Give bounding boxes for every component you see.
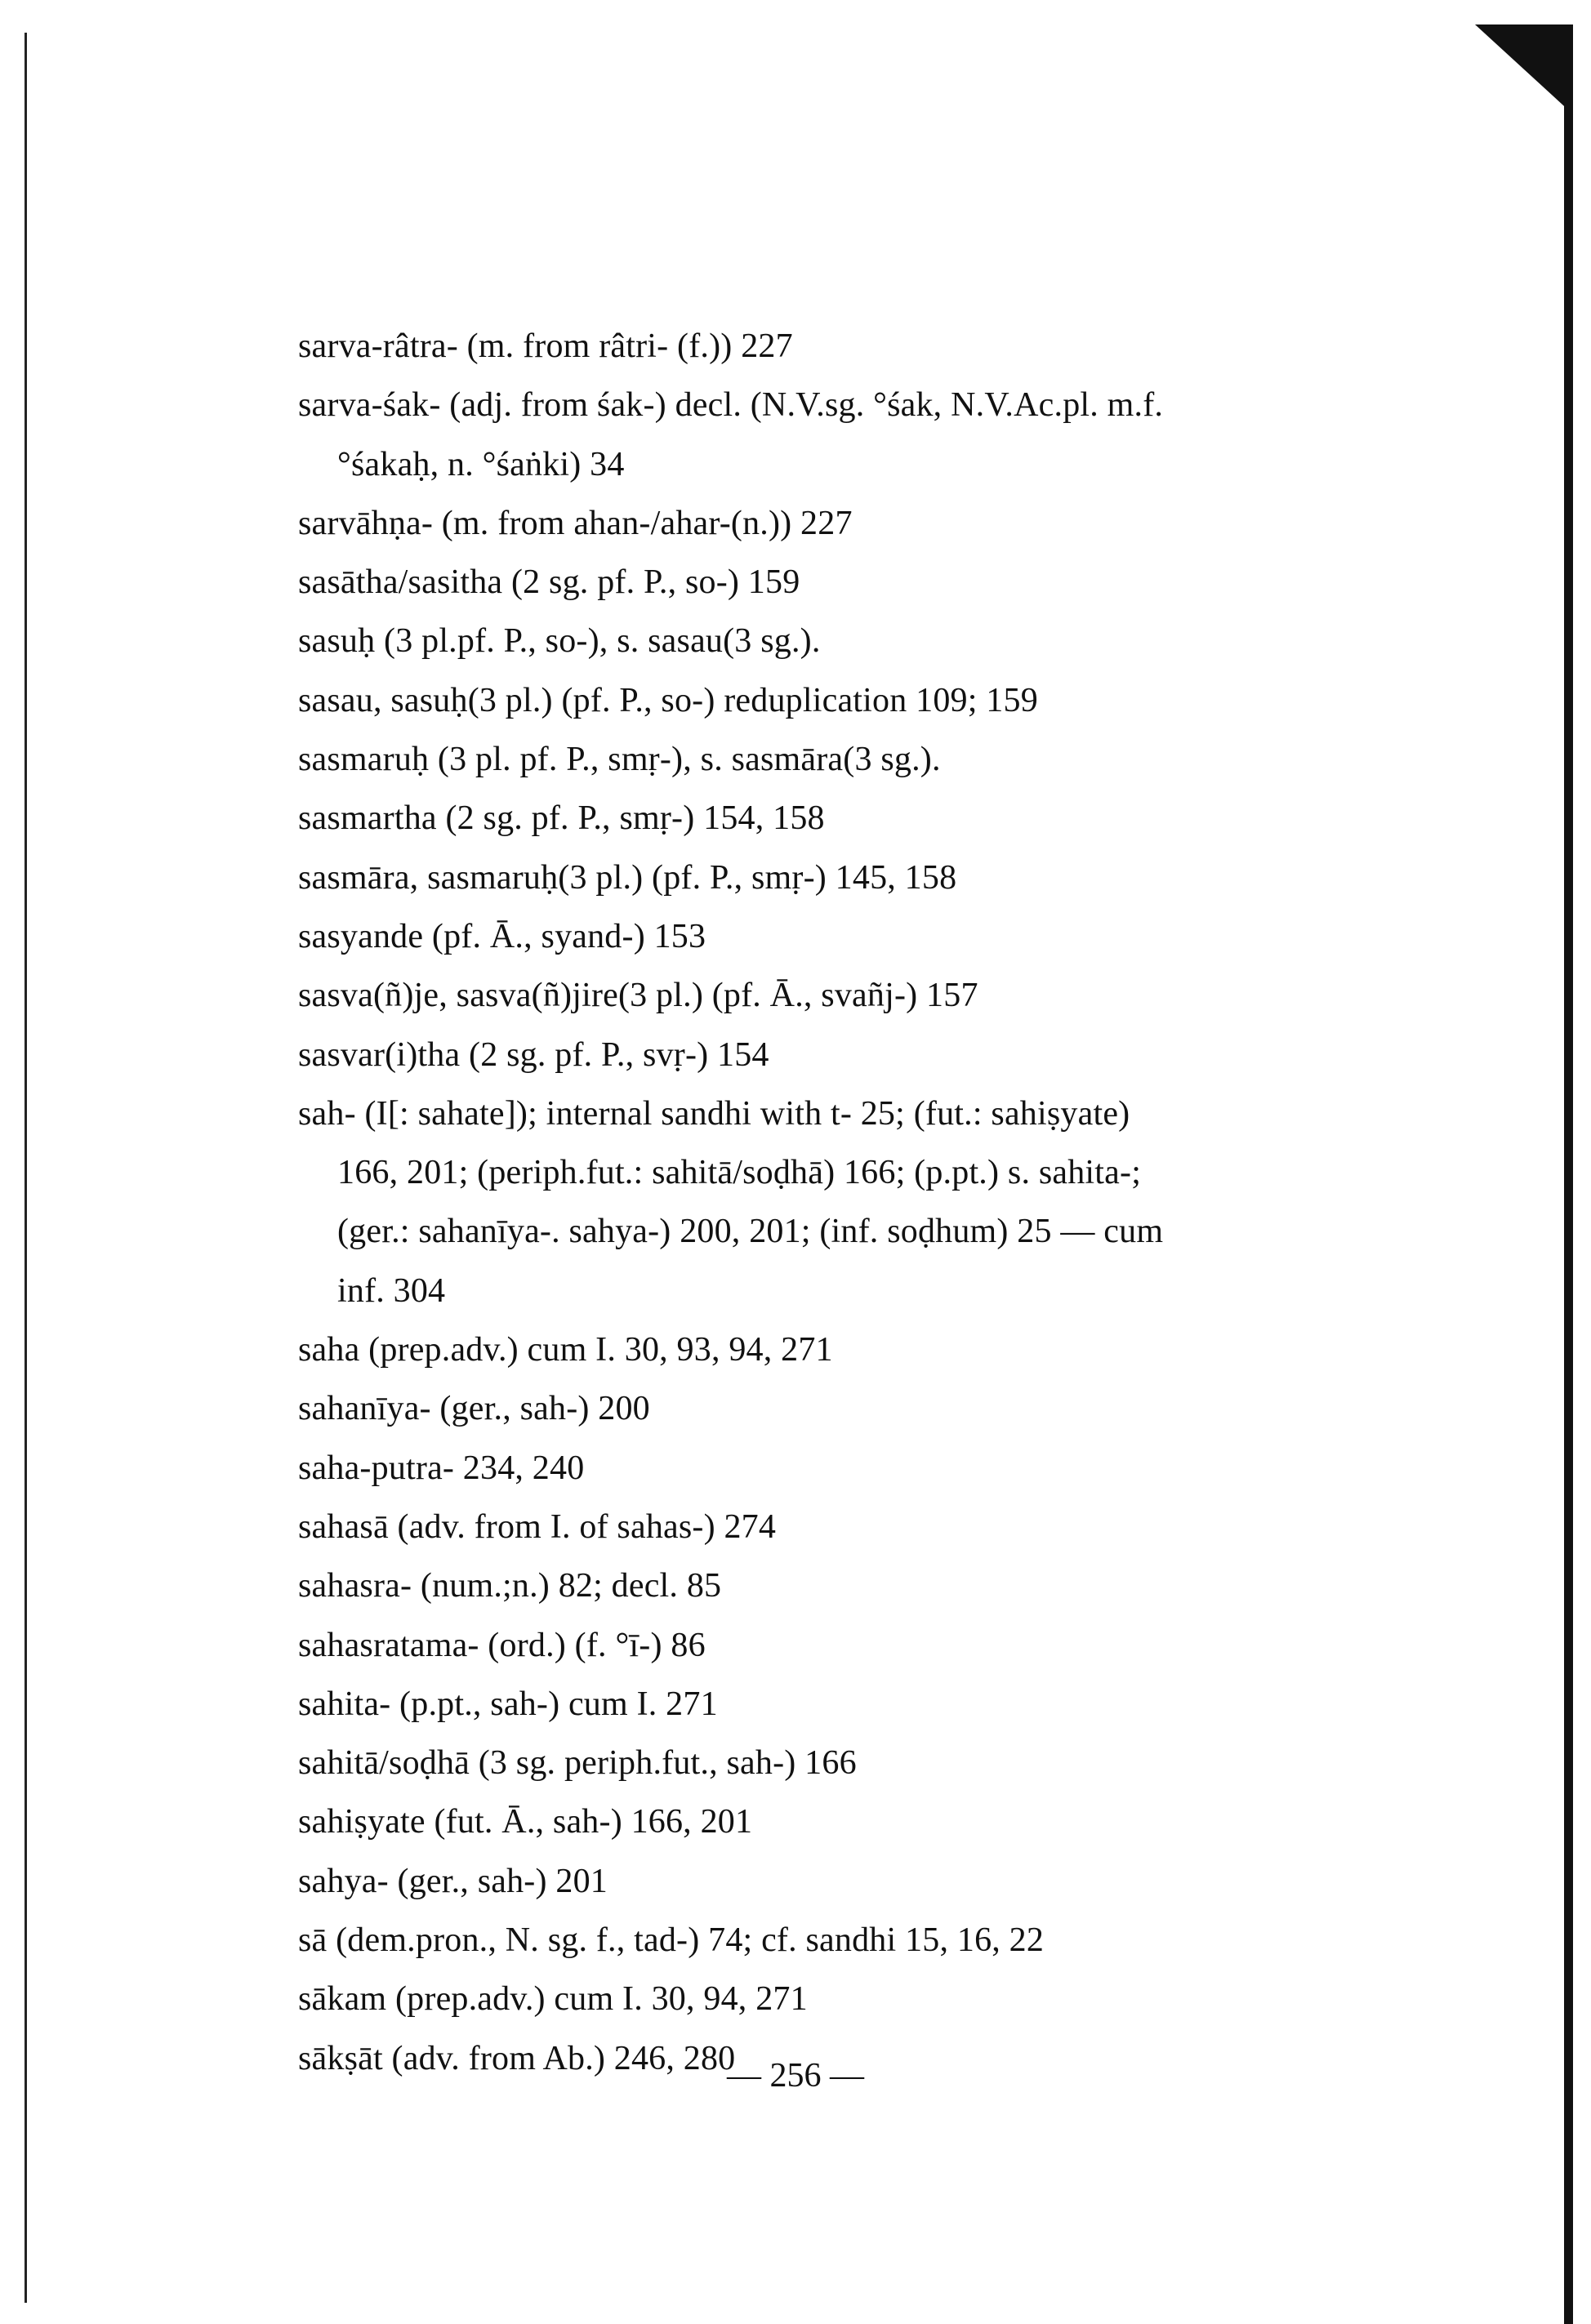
index-entry: sā (dem.pron., N. sg. f., tad-) 74; cf. sandhi 15, 16, 22 [298,1921,1045,1960]
index-entry: sahiṣyate (fut. Ā., sah-) 166, 201 [298,1803,753,1841]
index-entry: sasyande (pf. Ā., syand-) 153 [298,917,706,955]
scan-edge-left [25,33,27,2303]
index-entry: sahitā/soḍhā (3 sg. periph.fut., sah-) 166 [298,1744,857,1783]
index-entry: sasvar(i)tha (2 sg. pf. P., svṛ-) 154 [298,1035,769,1074]
index-entry: sasmartha (2 sg. pf. P., smṛ-) 154, 158 [298,799,825,838]
page-number: — 256 — [727,2057,864,2095]
index-entry: sarvāhṇa- (m. from ahan-/ahar-(n.)) 227 [298,504,853,542]
index-entry: saha (prep.adv.) cum I. 30, 93, 94, 271 [298,1331,833,1369]
scan-corner-mark [1475,24,1573,114]
index-entry-continuation: inf. 304 [337,1271,446,1310]
index-entry-continuation: 166, 201; (periph.fut.: sahitā/soḍhā) 166; (p.pt.) s. sahita-; [337,1154,1142,1192]
index-entry: sasmaruḥ (3 pl. pf. P., smṛ-), s. sasmāra(3 sg.). [298,741,941,779]
index-entry-continuation: (ger.: sahanīya-. sahya-) 200, 201; (inf. soḍhum) 25 — cum [337,1213,1164,1251]
index-entry: sahasratama- (ord.) (f. °ī-) 86 [298,1626,706,1664]
index-entry: sākam (prep.adv.) cum I. 30, 94, 271 [298,1980,808,2019]
index-entry: sarva-râtra- (m. from râtri- (f.)) 227 [298,327,793,365]
index-entry: sahanīya- (ger., sah-) 200 [298,1390,650,1428]
index-entries [298,317,1425,2088]
index-entry: sahita- (p.pt., sah-) cum I. 271 [298,1685,718,1723]
index-entry: sahasra- (num.;n.) 82; decl. 85 [298,1567,722,1605]
scan-edge-right [1564,90,1573,2324]
index-entry: sasuḥ (3 pl.pf. P., so-), s. sasau(3 sg.). [298,622,821,661]
index-entry-continuation: °śakaḥ, n. °śaṅki) 34 [337,445,625,483]
index-entry: sarva-śak- (adj. from śak-) decl. (N.V.sg. °śak, N.V.Ac.pl. m.f. [298,386,1164,425]
index-entry: sasau, sasuḥ(3 pl.) (pf. P., so-) reduplication 109; 159 [298,681,1038,719]
index-entry: sahasā (adv. from I. of sahas-) 274 [298,1507,777,1546]
index-entry: sākṣāt (adv. from Ab.) 246, 280 [298,2039,736,2077]
index-entry: sah- (I[: sahate]); internal sandhi with t- 25; (fut.: sahiṣyate) [298,1094,1130,1133]
index-entry: sasva(ñ)je, sasva(ñ)jire(3 pl.) (pf. Ā., svañj-) 157 [298,977,978,1015]
index-entry: sasātha/sasitha (2 sg. pf. P., so-) 159 [298,563,800,602]
index-entry: saha-putra- 234, 240 [298,1449,585,1487]
index-entry: sasmāra, sasmaruḥ(3 pl.) (pf. P., smṛ-) 145, 158 [298,858,957,897]
index-entry: sahya- (ger., sah-) 201 [298,1862,608,1900]
